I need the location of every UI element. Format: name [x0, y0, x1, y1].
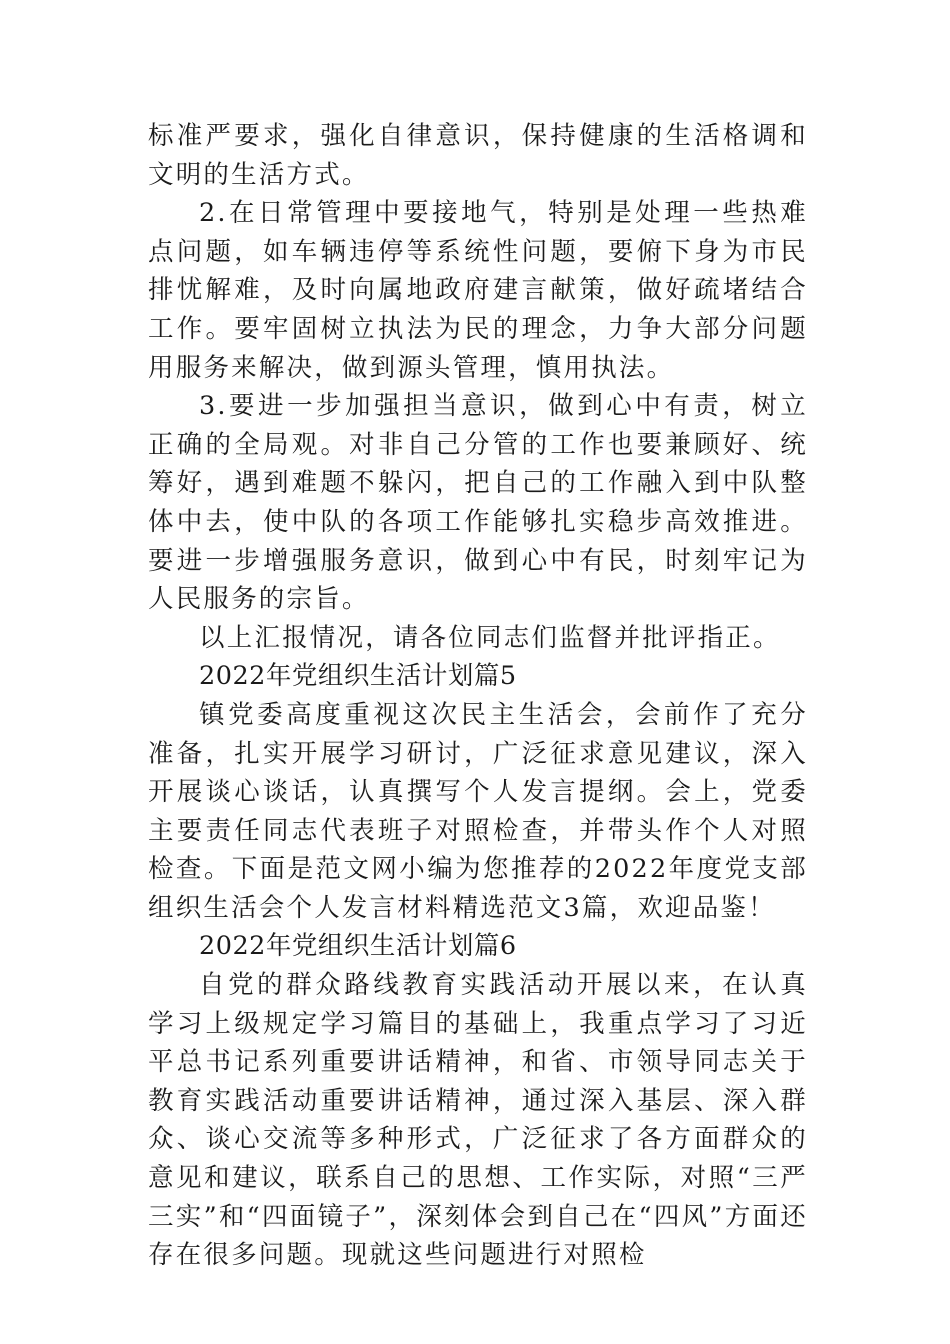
paragraph-1: 标准严要求，强化自律意识，保持健康的生活格调和文明的生活方式。 — [148, 121, 808, 190]
paragraph-8: 自党的群众路线教育实践活动开展以来，在认真学习上级规定学习篇目的基础上，我重点学习了习近平总书记系列重要讲话精神，和省、市领导同志关于教育实践活动重要讲话精神，通过深入基层、深入群众、谈心交流等多种形式，广泛征求了各方面群众的意见和建议，联系自己的思想、工作实际，对照“三严三实”和“四面镜子”，深刻体会到自己在“四风”方面还存在很多问题。现就这些问题进行对照检 — [148, 970, 808, 1271]
section-heading-6: 2022年党组织生活计划篇6 — [199, 931, 517, 962]
paragraph-6: 镇党委高度重视这次民主生活会，会前作了充分准备，扎实开展学习研讨，广泛征求意见建议，深入开展谈心谈话，认真撰写个人发言提纲。会上，党委主要责任同志代表班子对照检查，并带头作个人对照检查。下面是范文网小编为您推荐的2022年度党支部组织生活会个人发言材料精选范文3篇，欢迎品鉴！ — [148, 699, 808, 923]
document-page — [148, 117, 808, 1275]
paragraph-4: 以上汇报情况，请各位同志们监督并批评指正。 — [199, 622, 781, 653]
section-heading-5: 2022年党组织生活计划篇5 — [199, 661, 517, 692]
paragraph-3: 3.要进一步加强担当意识，做到心中有责，树立正确的全局观。对非自己分管的工作也要兼顾好、统筹好，遇到难题不躲闪，把自己的工作融入到中队整体中去，使中队的各项工作能够扎实稳步高效推进。要进一步增强服务意识，做到心中有民，时刻牢记为人民服务的宗旨。 — [148, 391, 808, 615]
paragraph-2: 2.在日常管理中要接地气，特别是处理一些热难点问题，如车辆违停等系统性问题，要俯下身为市民排忧解难，及时向属地政府建言献策，做好疏堵结合工作。要牢固树立执法为民的理念，力争大部分问题用服务来解决，做到源头管理，慎用执法。 — [148, 198, 808, 383]
